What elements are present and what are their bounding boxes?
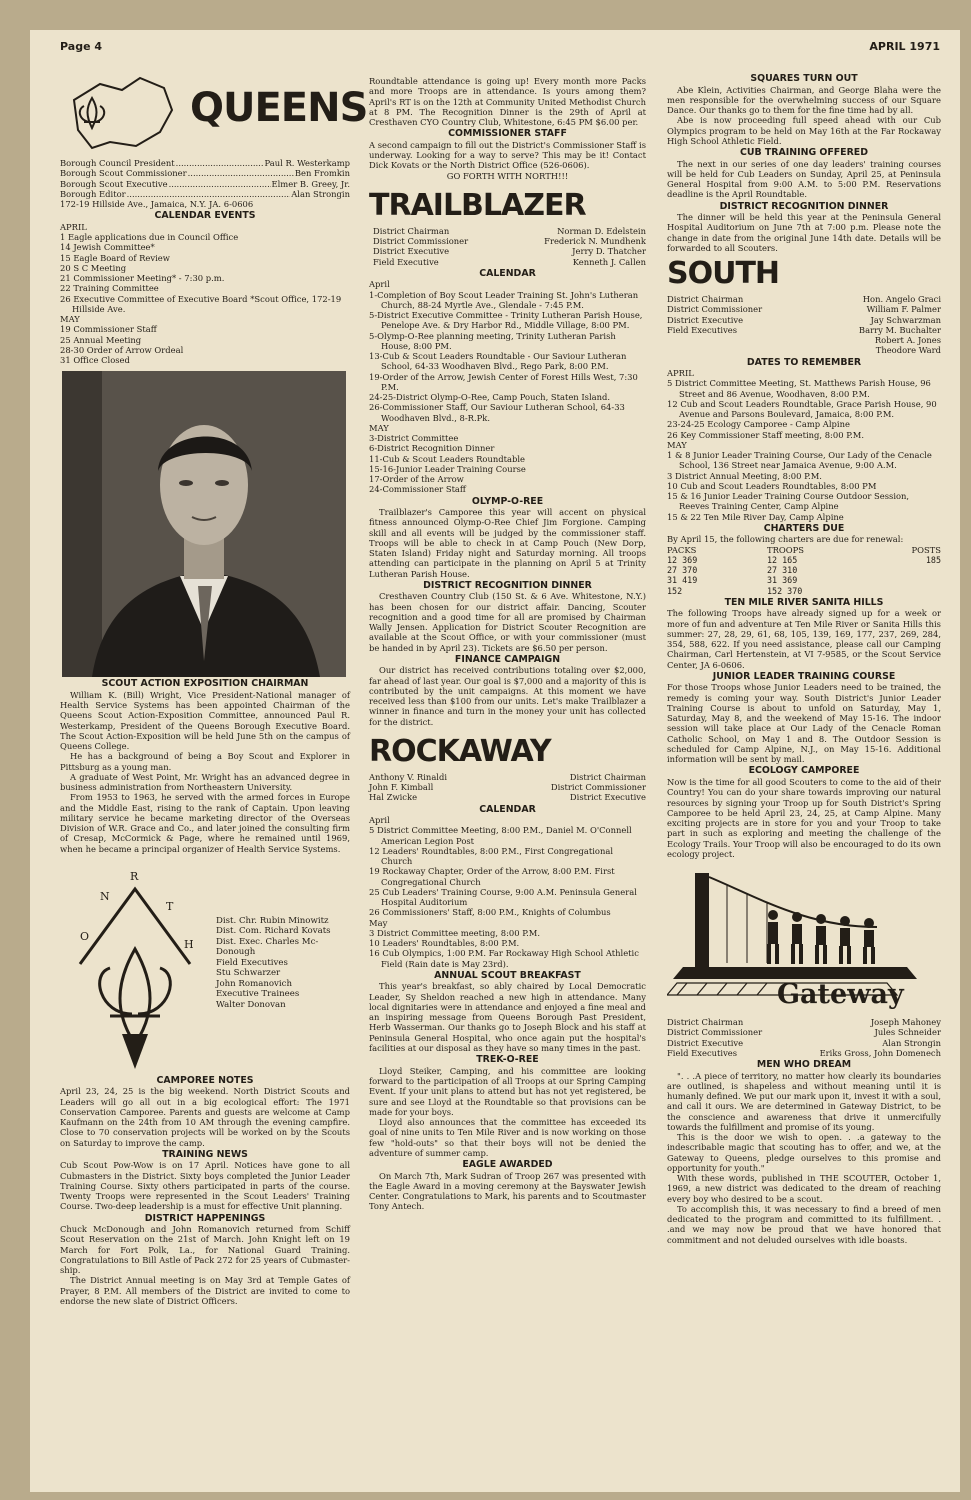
squares-heading: SQUARES TURN OUT xyxy=(750,73,858,84)
south-title: SOUTH xyxy=(667,256,780,292)
north-staff xyxy=(210,864,331,1074)
list-item: 14 Jewish Committee* xyxy=(60,242,155,253)
rockaway-calendar-heading: CALENDAR xyxy=(479,803,536,815)
list-item: 26 Executive Committee of Executive Board *Scout Office, 172-19 Hillside Ave. xyxy=(60,293,342,314)
column-south-gateway xyxy=(667,72,941,1245)
page-number: Page 4 xyxy=(60,40,103,53)
table-cell: 27 310 xyxy=(767,565,798,576)
trek-paragraph: Lloyd also announces that the committee has exceeded its goal of nine units to Ten Mile River and is now working on those few "hold-outs" so that their boys will not be denied the adventure of summer camp. xyxy=(369,1117,646,1158)
finance-campaign-heading: FINANCE CAMPAIGN xyxy=(454,653,561,665)
issue-date: APRIL 1971 xyxy=(869,40,940,53)
emblem-letter: T xyxy=(166,899,174,913)
staff-line: Field Executives xyxy=(216,957,288,968)
list-item: 5 District Committee Meeting, St. Matthews Parish House, 96 Street and 86 Avenue, Woodhaven, 8:00 P.M. xyxy=(667,378,931,399)
eagle-awarded-heading: EAGLE AWARDED xyxy=(462,1159,553,1170)
north-motto: GO FORTH WITH NORTH!!! xyxy=(446,170,569,181)
officer-row: Borough Council President ..... Paul R. Westerkamp xyxy=(60,158,350,168)
dinner-paragraph: The dinner will be held this year at the Peninsula General Hospital Auditorium on June 7th at 7:00 p.m. Please note the change in date from the original June 14th date. Details will be forwarded to all Scouters. xyxy=(667,212,941,253)
trailblazer-calendar-heading: CALENDAR xyxy=(479,267,536,279)
staff-row: District Chairman Hon. Angelo Graci xyxy=(667,294,941,305)
ten-mile-river-paragraph: The following Troops have already signed up for a week or more of fun and adventure at Ten Mile River or Sanita Hills this summer: 27, 28, 29, 61, 68, 105, 139, 169, 177, 237, 269, 284, 354, 588, 622. If you need assistance, please call our Camping Chairman, Carl Hertenstein, at VI 7-9585, or the Scout Service Center, JA 6-0606. xyxy=(667,608,941,670)
recognition-dinner-heading: DISTRICT RECOGNITION DINNER xyxy=(719,200,889,212)
list-item: 1 Eagle applications due in Council Office xyxy=(60,232,239,243)
dates-heading: DATES TO REMEMBER xyxy=(746,356,862,368)
queens-officers xyxy=(60,158,350,209)
list-item: 19-Order of the Arrow, Jewish Center of Forest Hills West, 7:30 P.M. xyxy=(369,371,638,392)
list-item: 23-24-25 Ecology Camporee - Camp Alpine xyxy=(667,419,850,430)
month-label: May xyxy=(369,917,388,928)
north-fleur-de-lis-icon xyxy=(60,864,210,1074)
emblem-letter: O xyxy=(80,929,90,943)
list-item: 19 Rockaway Chapter, Order of the Arrow, 8:00 P.M. First Congregational Church xyxy=(369,866,615,887)
squares-paragraph: Abe Klein, Activities Chairman, and George Blaha were the men responsible for the overwhelming success of our Square Dance. Our thanks go to them for the fine time had by all. xyxy=(667,84,941,116)
list-item: 26 Commissioners' Staff, 8:00 P.M., Knights of Columbus xyxy=(369,907,611,918)
list-item: 6-District Recognition Dinner xyxy=(369,443,495,454)
gateway-logo xyxy=(667,867,941,1017)
column-header: POSTS xyxy=(911,544,941,555)
camporee-notes-heading: CAMPOREE NOTES xyxy=(156,1074,254,1086)
men-who-dream-heading: MEN WHO DREAM xyxy=(756,1059,852,1070)
staff-row: District Commissioner Frederick N. Mundhenk xyxy=(373,236,646,247)
squares-paragraph: Abe is now proceeding full speed ahead with our Cub Olympics program to be held on May 16th at the Far Rockaway High School Athletic Field. xyxy=(667,115,941,146)
packs-column xyxy=(667,545,767,596)
list-item: 15 & 22 Ten Mile River Day, Camp Alpine xyxy=(667,511,844,522)
photo-caption: SCOUT ACTION EXPOSITION CHAIRMAN xyxy=(101,678,309,690)
commissioner-staff-heading: COMMISSIONER STAFF xyxy=(448,128,567,140)
ten-mile-river-heading: TEN MILE RIVER SANITA HILLS xyxy=(724,596,884,608)
list-item: 5-District Executive Committee - Trinity Lutheran Parish House, Penelope Ave. & Dry Harbor Rd., Middle Village, 8:00 PM. xyxy=(369,310,643,331)
staff-row: District Commissioner William F. Palmer xyxy=(667,304,941,315)
camporee-paragraph: April 23, 24, 25 is the big weekend. North District Scouts and Leaders will go all out in a big ecological effort: The 1971 Conservation Camporee. Parents and guests are welcome at Camp Kaufmann on the 24th from 10 AM through the evening campfire. Close to 70 conservation projects will be worked on by the Scouts on Saturday to improve the camp. xyxy=(60,1086,350,1148)
training-paragraph: Cub Scout Pow-Wow is on 17 April. Notices have gone to all Cubmasters in the District. Sixty boys completed the Junior Leader Training Course. Sixty others participated in parts of the course. Twenty Troops were represented in the Scout Leaders' Training Course. Two-deep leadership is a must for effective Unit planning. xyxy=(60,1160,350,1212)
finance-paragraph: Our district has received contributions totaling over $2,000, far ahead of last year. Our goal is $7,000 and a majority of this is contributed by the unit campaigns. At this moment we have received less than $100 from our units. Let's make Trailblazer a winner in finance and turn in the money your unit has collected for the district. xyxy=(369,665,646,727)
month-label: APRIL xyxy=(60,221,87,232)
olympoiree-paragraph: Trailblazer's Camporee this year will accent on physical fitness announced Olymp-O-Ree Chief Jim Forgione. Camping skill and all events will be judged by the commissioner staff. Troops will be able to check in at Camp Pouch (New Dorp, Staten Island) Friday night and Saturday morning. All troops attending can participate in the planning on April 5 at Trinity Lutheran Parish House. xyxy=(369,507,646,579)
junior-leader-heading: JUNIOR LEADER TRAINING COURSE xyxy=(712,670,896,682)
gateway-title: Gateway xyxy=(777,979,904,1010)
list-item: 24-Commissioner Staff xyxy=(369,484,466,495)
list-item: 10 Cub and Scout Leaders Roundtables, 8:00 PM xyxy=(667,480,877,491)
council-address: 172-19 Hillside Ave., Jamaica, N.Y. JA. 6-0606 xyxy=(60,199,254,209)
staff-row: Robert A. Jones xyxy=(874,335,941,346)
staff-row: District Executive Alan Strongin xyxy=(667,1037,941,1048)
cub-training-paragraph: The next in our series of one day leaders' training courses will be held for Cub Leaders on Sunday, April 25, at Peninsula General Hospital from 9:00 A.M. to 5:00 P.M. Reservations deadline is the April Roundtable. xyxy=(667,158,941,200)
dream-paragraph: This is the door we wish to open. . .a gateway to the indescribable magic that scouting has to offer, and we, at the Gateway to Queens, pledge ourselves to this promise and opportunity for youth." xyxy=(667,1132,941,1173)
emblem-letter: H xyxy=(184,937,194,951)
table-cell: 12 369 xyxy=(667,554,698,565)
staff-line: Stu Schwarzer xyxy=(216,968,281,979)
staff-row: Field Executive Kenneth J. Callen xyxy=(373,256,646,267)
staff-line: Dist. Com. Richard Kovats xyxy=(216,926,331,937)
list-item: 13-Cub & Scout Leaders Roundtable - Our Saviour Lutheran School, 64-33 Woodhaven Blvd., Rego Park, 8:00 P.M. xyxy=(369,351,627,372)
staff-row: Hal Zwicke District Executive xyxy=(369,792,646,803)
roundtable-paragraph: Roundtable attendance is going up! Every month more Packs and more Troops are in attendance. Is yours among them? April's RT is on the 12th at Community United Methodist Church at 8 PM. The Recognition Dinner is the 29th of April at Cresthaven CYO Country Club, Whitestone, 6:45 PM $6.00 per. xyxy=(369,76,646,127)
officer-row: Borough Scout Commissioner ..... Ben Fromkin xyxy=(60,168,350,178)
list-item: 19 Commissioner Staff xyxy=(60,324,157,335)
dream-paragraph: To accomplish this, it was necessary to find a breed of men dedicated to the program and committed to its fulfillment. . .and we may now be proud that we have honored that commitment and not deluded ourselves with idle boasts. xyxy=(667,1203,941,1245)
table-cell: 27 370 xyxy=(667,565,698,576)
trailblazer-title: TRAILBLAZER xyxy=(369,187,586,223)
list-item: 1 & 8 Junior Leader Training Course, Our Lady of the Cenacle School, 136 Street near Jamaica Avenue, 9:00 A.M. xyxy=(667,450,932,471)
charters-table xyxy=(667,545,941,596)
newspaper-page xyxy=(30,30,960,1492)
emblem-letter: N xyxy=(100,889,110,903)
trek-paragraph: Lloyd Steiker, Camping, and his committee are looking forward to the participation of all Troops at our Spring Camping Event. If your unit plans to attend but has not yet registered, be sure and see Lloyd at the Roundtable so that provisions can be made for your boys. xyxy=(369,1065,646,1117)
list-item: 3-District Committee xyxy=(369,433,459,444)
breakfast-paragraph: This year's breakfast, so ably chaired by Local Democratic Leader, Sy Sheldon reached a new high in attendance. Many local dignitaries were in attendance and enjoyed a fine meal and an inspiring message from Queens Borough Past President, Herb Wasserman. Our thanks go to Joseph Block and his staff at Peninsula General Hospital, who once again put the hospital's facilities at our disposal as they have so many times in the past. xyxy=(369,981,646,1053)
officer-row: Borough Editor ..... Alan Strongin xyxy=(60,189,350,199)
table-cell: 31 369 xyxy=(767,575,798,586)
chairman-paragraph: A graduate of West Point, Mr. Wright has an advanced degree in business administration from Northeastern University. xyxy=(60,771,350,793)
happenings-paragraph: The District Annual meeting is on May 3rd at Temple Gates of Prayer, 8 P.M. All members of the District are invited to come to endorse the new slate of District Officers. xyxy=(60,1275,350,1306)
staff-row: Field Executives Eriks Gross, John Domenech xyxy=(667,1047,941,1058)
list-item: 10 Leaders' Roundtables, 8:00 P.M. xyxy=(369,938,520,949)
staff-line: Walter Donovan xyxy=(216,999,286,1010)
list-item: 17-Order of the Arrow xyxy=(369,474,464,485)
list-item: 3 District Committee meeting, 8:00 P.M. xyxy=(369,927,541,938)
list-item: 26-Commissioner Staff, Our Saviour Lutheran School, 64-33 Woodhaven Blvd., 8-R.Pk. xyxy=(369,402,625,423)
list-item: 12 Leaders' Roundtables, 8:00 P.M., First Congregational Church xyxy=(369,845,614,867)
staff-row: Field Executives Barry M. Buchalter xyxy=(667,324,941,335)
month-label: April xyxy=(369,815,390,826)
charters-heading: CHARTERS DUE xyxy=(763,522,845,534)
table-cell: 152 xyxy=(667,585,683,596)
calendar-events-heading: CALENDAR EVENTS xyxy=(154,210,256,222)
list-item: 15 & 16 Junior Leader Training Course Outdoor Session, Reeves Training Center, Camp Alpine xyxy=(667,491,910,512)
month-label: April xyxy=(369,279,390,290)
staff-line: Dist. Exec. Charles Mc- xyxy=(216,936,319,947)
staff-row: District Chairman Joseph Mahoney xyxy=(667,1017,941,1027)
list-item: 20 S C Meeting xyxy=(60,262,127,273)
north-emblem xyxy=(60,864,210,1074)
officer-row: Borough Scout Executive ..... Elmer B. Greey, Jr. xyxy=(60,179,350,189)
list-item: 5-Olymp-O-Ree planning meeting, Trinity Lutheran Parish House, 8:00 PM. xyxy=(369,330,616,351)
list-item: 22 Training Committee xyxy=(60,283,159,294)
list-item: 25 Annual Meeting xyxy=(60,334,142,345)
staff-line: John Romanovich xyxy=(216,978,292,989)
fleur-de-lis-icon xyxy=(80,98,104,128)
month-label: APRIL xyxy=(667,368,694,379)
list-item: 1-Completion of Boy Scout Leader Training St. John's Lutheran Church, 88-24 Myrtle Ave., Glendale - 7:45 P.M. xyxy=(369,289,639,310)
chairman-paragraph: From 1953 to 1963, he served with the armed forces in Europe and the Middle East, rising to the rank of Captain. Upon leaving military service he became marketing director of the Overseas Division of W.R. Grace and Co., and later joined the consulting firm of Cresap, McCormick & Page, where he remained until 1969, when he became a principal organizer of Health Service Systems. xyxy=(60,792,350,854)
troops-column xyxy=(767,545,875,596)
gateway-staff xyxy=(667,1017,941,1058)
staff-row: District Executive Jerry D. Thatcher xyxy=(373,246,646,257)
list-item: 16 Cub Olympics, 1:00 P.M. Far Rockaway High School Athletic Field (Rain date is May 23rd). xyxy=(369,948,639,969)
column-header: PACKS xyxy=(667,544,697,555)
cub-training-heading: CUB TRAINING OFFERED xyxy=(740,147,868,159)
chairman-paragraph: He has a background of being a Boy Scout and Explorer in Pittsburg as a young man. xyxy=(60,751,350,772)
dinner-paragraph: Cresthaven Country Club (150 St. & 6 Ave. Whitestone, N.Y.) has been chosen for our district affair. Dancing, Scouter recognition and a good time for all are promised by Chairman Wally Jensen. Application for District Scouter Recognition are available at the Scout Office, or with your commissioner (must be handed in by April 23). Tickets are $6.50 per person. xyxy=(369,591,646,653)
staff-line: Dist. Chr. Rubin Minowitz xyxy=(216,915,329,926)
list-item: 15 Eagle Board of Review xyxy=(60,252,170,263)
queens-masthead xyxy=(60,70,368,154)
happenings-paragraph: Chuck McDonough and John Romanovich returned from Schiff Scout Reservation on the 21st of March. John Knight left on 19 March for Fort Polk, La., for National Guard Training. Congratulations to Bill Astle of Pack 272 for 25 years of Cubmaster-ship. xyxy=(60,1224,350,1276)
staff-line: Donough xyxy=(216,947,256,958)
column-header: TROOPS xyxy=(767,544,804,555)
eagle-paragraph: On March 7th, Mark Sudran of Troop 267 was presented with the Eagle Award in a moving ceremony at the Bayswater Jewish Center. Congratulations to Mark, his parents and to Scoutmaster Tony Antech. xyxy=(369,1170,646,1212)
list-item: 21 Commissioner Meeting* - 7:30 p.m. xyxy=(60,273,225,284)
table-cell: 152 370 xyxy=(767,585,803,596)
north-section-header xyxy=(60,864,350,1074)
list-item: 31 Office Closed xyxy=(60,355,130,366)
queens-title: QUEENS xyxy=(190,85,368,131)
trailblazer-staff xyxy=(369,226,646,267)
list-item: 5 District Committee Meeting, 8:00 P.M., Daniel M. O'Connell American Legion Post xyxy=(369,825,632,846)
posts-column xyxy=(875,545,941,596)
month-label: MAY xyxy=(667,439,687,450)
chairman-paragraph: William K. (Bill) Wright, Vice President-National manager of Health Service Systems has been appointed Chairman of the Queens Scout Action-Exposition Committee, announced Paul R. Westerkamp, President of the Queens Borough Executive Board. The Scout Action-Exposition will be held June 5th on the campus of Queens College. xyxy=(60,689,350,752)
south-staff xyxy=(667,294,941,356)
column-trailblazer-rockaway xyxy=(369,76,646,1212)
queens-borough-map-icon xyxy=(60,70,180,154)
olympoiree-heading: OLYMP-O-REE xyxy=(471,495,544,507)
hiking-scouts-icon xyxy=(767,910,875,964)
chairman-portrait-photo xyxy=(62,371,346,677)
column-queens xyxy=(60,70,368,1306)
staff-row: District Executive Jay Schwarzman xyxy=(667,314,941,325)
list-item: 3 District Annual Meeting, 8:00 P.M. xyxy=(667,470,822,481)
list-item: 24-25-District Olymp-O-Ree, Camp Pouch, Staten Island. xyxy=(369,392,611,403)
staff-row: John F. Kimball District Commissioner xyxy=(369,782,646,793)
ecology-camporee-heading: ECOLOGY CAMPOREE xyxy=(748,765,860,777)
list-item: 26 Key Commissioner Staff meeting, 8:00 P.M. xyxy=(667,429,865,440)
staff-row: District Chairman Norman D. Edelstein xyxy=(373,225,646,236)
junior-leader-paragraph: For those Troops whose Junior Leaders need to be trained, the remedy is coming your way. South District's Junior Leader Training Course is about to unfold on Saturday, May 1, Saturday, May 8, and the weekend of May 15-16. The indoor session will take place at Our Lady of the Cenacle Roman Catholic School, on May 1 and 8. The Outdoor Session is scheduled for Camp Alpine, N.J., on May 15-16. Additional information will be sent by mail. xyxy=(667,682,941,765)
list-item: 25 Cub Leaders' Training Course, 9:00 A.M. Peninsula General Hospital Auditorium xyxy=(369,886,637,908)
charters-intro: By April 15, the following charters are due for renewal: xyxy=(667,534,904,545)
list-item: 15-16-Junior Leader Training Course xyxy=(369,463,526,474)
staff-line: Executive Trainees xyxy=(216,989,300,1000)
district-happenings-heading: DISTRICT HAPPENINGS xyxy=(144,1212,266,1224)
dream-paragraph: ". . .A piece of territory, no matter how clearly its boundaries are outlined, is shapeless and without meaning until it is humanly defined. We put our mark upon it, invest it with a soul, and call it ours. We are determined in Gateway District, to be the conscience and awareness that drive it unmercifully towards the fulfillment and promise of its young. xyxy=(667,1070,941,1132)
staff-row: Theodore Ward xyxy=(875,345,941,356)
staff-row: Anthony V. Rinaldi District Chairman xyxy=(369,771,646,782)
month-label: MAY xyxy=(60,314,80,325)
list-item: 28-30 Order of Arrow Ordeal xyxy=(60,344,184,355)
list-item: 12 Cub and Scout Leaders Roundtable, Grace Parish House, 90 Avenue and Parsons Boulevard, Jamaica, 8:00 P.M. xyxy=(667,398,937,420)
commissioner-paragraph: A second campaign to fill out the District's Commissioner Staff is underway. Looking for a way to serve? This may be it! Contact Dick Kovats or the North District Office (526-0606). xyxy=(369,139,646,171)
table-cell: 31 419 xyxy=(667,575,698,586)
rockaway-title: ROCKAWAY xyxy=(369,733,551,769)
table-cell: 185 xyxy=(925,554,941,565)
dream-paragraph: With these words, published in THE SCOUTER, October 1, 1969, a new district was dedicated to the dream of reaching every boy who desired to be a scout. xyxy=(667,1173,941,1204)
staff-row: District Commissioner Jules Schneider xyxy=(667,1027,941,1038)
ecology-paragraph: Now is the time for all good Scouters to come to the aid of their Country! You can do your share towards improving our natural resources by signing your Troop up for South District's Spring Camporee to be held April 23, 24, 25, at Camp Alpine. Many exciting projects are in store for you and your Troop to take part in such as exploring and meeting the challenge of the Ecology Trails. Your Troop will also be encouraged to do its own ecology project. xyxy=(667,777,941,859)
training-news-heading: TRAINING NEWS xyxy=(162,1148,248,1160)
list-item: 11-Cub & Scout Leaders Roundtable xyxy=(369,453,525,464)
breakfast-heading: ANNUAL SCOUT BREAKFAST xyxy=(434,969,581,981)
recognition-dinner-heading: DISTRICT RECOGNITION DINNER xyxy=(423,579,592,591)
trek-o-ree-heading: TREK-O-REE xyxy=(476,1054,539,1066)
table-cell: 12 165 xyxy=(767,554,798,565)
month-label: MAY xyxy=(369,422,389,433)
emblem-letter: R xyxy=(130,869,139,883)
rockaway-staff xyxy=(369,772,646,803)
